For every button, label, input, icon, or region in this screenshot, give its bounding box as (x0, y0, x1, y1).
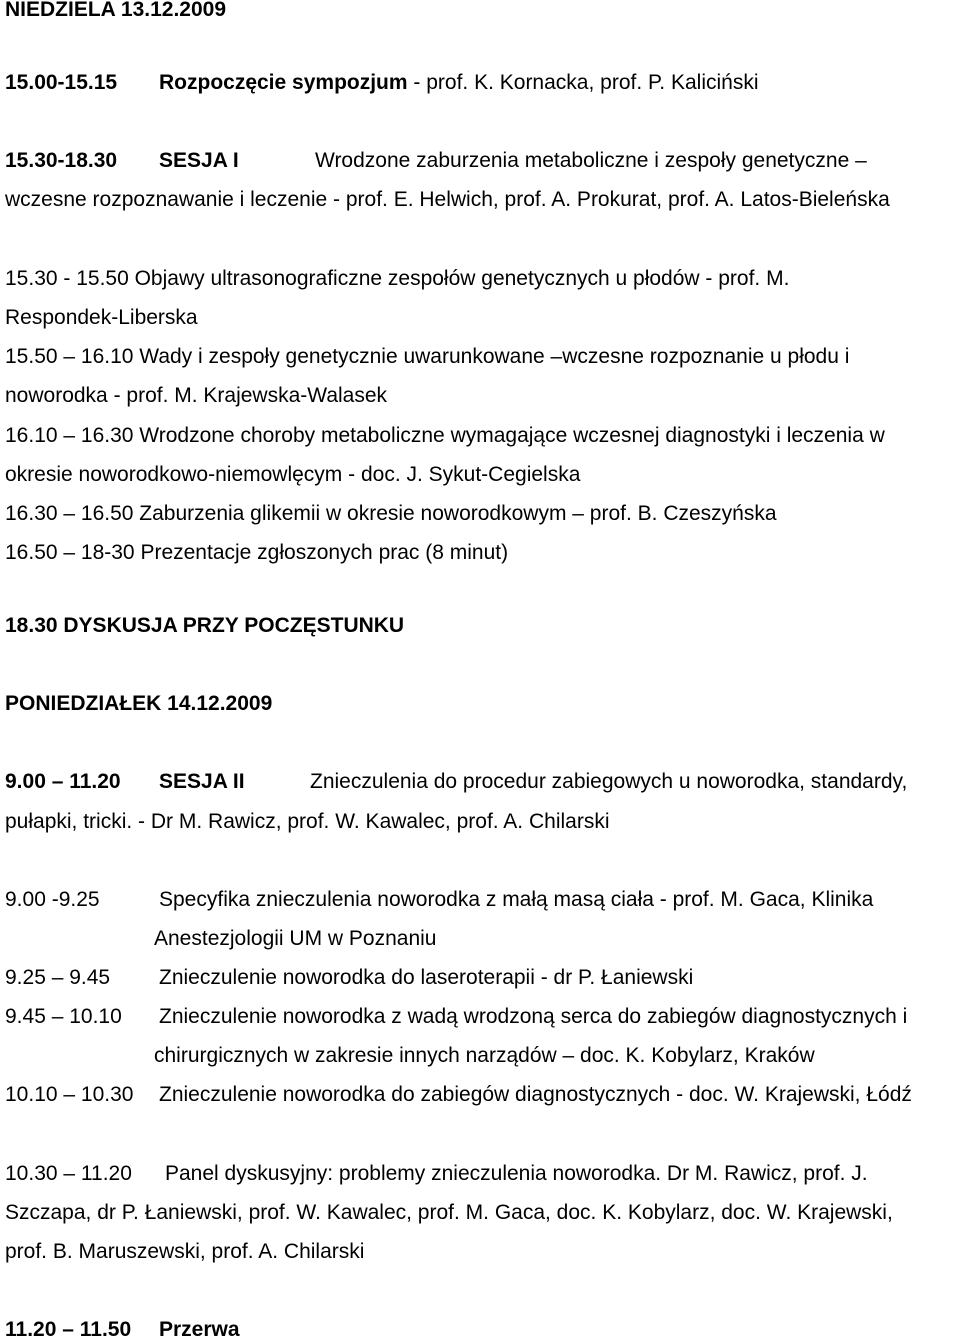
talk-7-title: Znieczulenie noworodka do laseroterapii - dr P. Łaniewski (159, 966, 694, 989)
talk-3: 16.10 – 16.30 Wrodzone choroby metaboliczne wymagające wczesnej diagnostyki i leczenia w (5, 424, 885, 447)
talk-6-time: 9.00 -9.25 (5, 888, 100, 911)
panel-title: Panel dyskusyjny: problemy znieczulenia noworodka. Dr M. Rawicz, prof. J. (165, 1162, 868, 1185)
talk-3-cont: okresie noworodkowo-niemowlęcym - doc. J. Sykut-Cegielska (5, 463, 581, 486)
talk-5: 16.50 – 18-30 Prezentacje zgłoszonych prac (8 minut) (5, 541, 509, 564)
break-time: 11.20 – 11.50 (5, 1318, 132, 1341)
panel-time: 10.30 – 11.20 (5, 1162, 132, 1185)
session2-label: SESJA II (159, 770, 245, 793)
talk-6 (5, 887, 955, 913)
day1-heading: NIEDZIELA 13.12.2009 (5, 0, 226, 21)
talk-4: 16.30 – 16.50 Zaburzenia glikemii w okresie noworodkowym – prof. B. Czeszyńska (5, 502, 777, 525)
session1-time: 15.30-18.30 (5, 149, 118, 172)
talk-9-title: Znieczulenie noworodka do zabiegów diagnostycznych - doc. W. Krajewski, Łódź (159, 1083, 912, 1106)
talk-9 (5, 1082, 955, 1108)
session2-title-cont: pułapki, tricki. - Dr M. Rawicz, prof. W. Kawalec, prof. A. Chilarski (5, 810, 610, 833)
talk-2: 15.50 – 16.10 Wady i zespoły genetycznie uwarunkowane –wczesne rozpoznanie u płodu i (5, 345, 850, 368)
talk-7 (5, 965, 955, 991)
talk-8-time: 9.45 – 10.10 (5, 1005, 122, 1028)
talk-7-time: 9.25 – 9.45 (5, 966, 111, 989)
talk-6-title: Specyfika znieczulenia noworodka z małą masą ciała - prof. M. Gaca, Klinika (159, 888, 874, 911)
talk-9-time: 10.10 – 10.30 (5, 1083, 134, 1106)
session1-row (5, 148, 955, 174)
opening-speakers: - prof. K. Kornacka, prof. P. Kaliciński (407, 71, 759, 94)
discussion: 18.30 DYSKUSJA PRZY POCZĘSTUNKU (5, 614, 405, 637)
break-row (5, 1317, 955, 1343)
talk-8-cont: chirurgicznych w zakresie innych narządów – doc. K. Kobylarz, Kraków (154, 1044, 815, 1067)
panel-cont-2: prof. B. Maruszewski, prof. A. Chilarski (5, 1240, 365, 1263)
opening-title: Rozpoczęcie sympozjum (159, 71, 408, 94)
opening-time: 15.00-15.15 (5, 71, 118, 94)
session2-time: 9.00 – 11.20 (5, 770, 121, 793)
day2-heading: PONIEDZIAŁEK 14.12.2009 (5, 692, 273, 715)
talk-8-title: Znieczulenie noworodka z wadą wrodzoną serca do zabiegów diagnostycznych i (159, 1005, 908, 1028)
talk-8 (5, 1004, 955, 1030)
talk-6-cont: Anestezjologii UM w Poznaniu (154, 927, 437, 950)
talk-2-cont: noworodka - prof. M. Krajewska-Walasek (5, 384, 388, 407)
session1-title-cont: wczesne rozpoznawanie i leczenie - prof. E. Helwich, prof. A. Prokurat, prof. A. Latos-Bieleńska (5, 188, 890, 211)
session1-label: SESJA I (159, 149, 239, 172)
panel-row (5, 1161, 955, 1187)
session2-row (5, 769, 955, 795)
panel-cont-1: Szczapa, dr P. Łaniewski, prof. W. Kawalec, prof. M. Gaca, doc. K. Kobylarz, doc. W. Krajewski, (5, 1201, 893, 1224)
talk-1: 15.30 - 15.50 Objawy ultrasonograficzne zespołów genetycznych u płodów - prof. M. (5, 267, 790, 290)
talk-1-cont: Respondek-Liberska (5, 306, 198, 329)
session1-title: Wrodzone zaburzenia metaboliczne i zespoły genetyczne – (315, 149, 867, 172)
break-label: Przerwa (159, 1318, 240, 1341)
session2-title: Znieczulenia do procedur zabiegowych u noworodka, standardy, (310, 770, 908, 793)
opening-row (5, 70, 955, 96)
